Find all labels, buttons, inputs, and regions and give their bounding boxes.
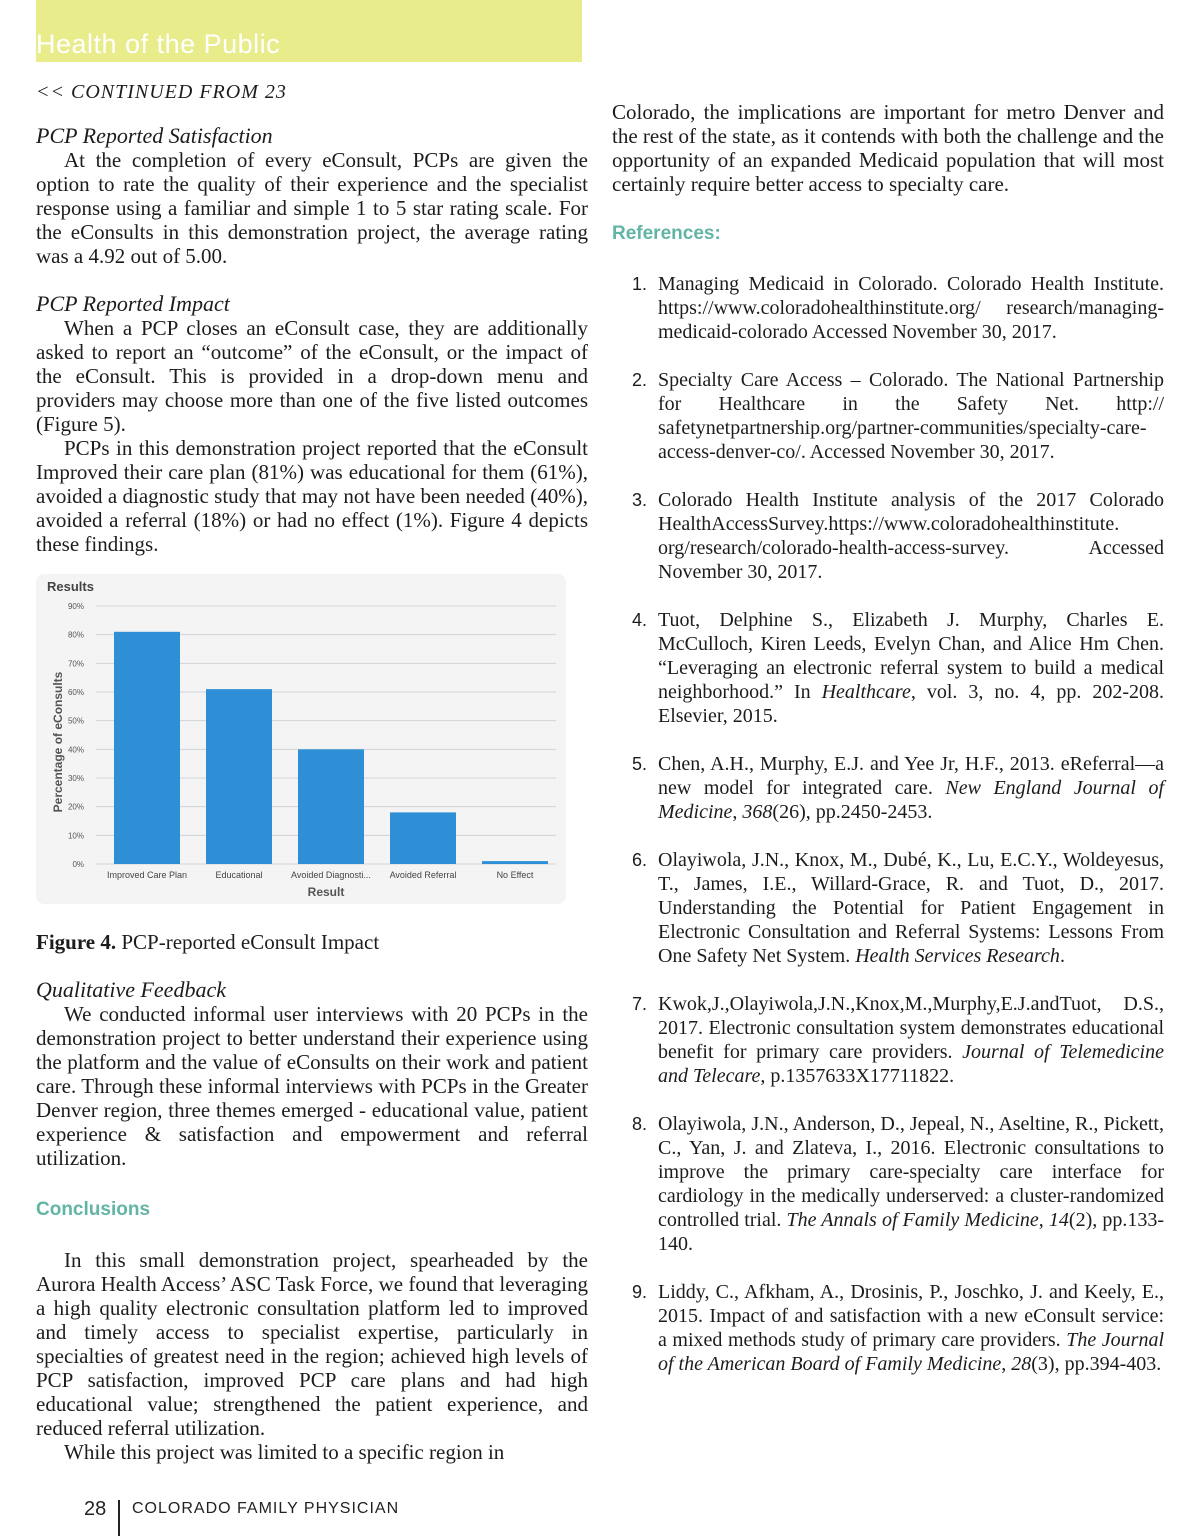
chart-y-tick-label: 40% bbox=[67, 745, 84, 755]
chart-y-tick-label: 50% bbox=[67, 716, 84, 726]
chart-title: Results bbox=[47, 579, 94, 594]
reference-number: 7. bbox=[632, 994, 648, 1014]
reference-item bbox=[612, 1112, 1164, 1256]
left-column bbox=[36, 80, 588, 1464]
chart-y-ticks bbox=[68, 602, 84, 869]
reference-item bbox=[612, 1280, 1164, 1376]
chart-y-tick-label: 70% bbox=[67, 659, 84, 669]
reference-item bbox=[612, 752, 1164, 824]
chart-category-label: Improved Care Plan bbox=[106, 870, 188, 880]
reference-number: 1. bbox=[632, 274, 648, 294]
page-number: 28 bbox=[84, 1498, 107, 1520]
chart-y-tick-label: 10% bbox=[67, 831, 84, 841]
impact-chart bbox=[36, 574, 566, 904]
chart-category-label: Educational bbox=[215, 870, 263, 880]
chart-category-label: Avoided Diagnosti... bbox=[291, 870, 371, 880]
reference-item bbox=[612, 992, 1164, 1088]
figure-label: Figure 4. bbox=[36, 930, 117, 954]
conclusions-heading: Conclusions bbox=[36, 1199, 151, 1220]
reference-number: 3. bbox=[632, 490, 648, 510]
chart-x-axis-label: Result bbox=[307, 885, 345, 899]
qualitative-heading: Qualitative Feedback bbox=[36, 977, 226, 1002]
reference-item bbox=[612, 848, 1164, 968]
chart-y-tick-label: 90% bbox=[67, 602, 84, 611]
chart-bar bbox=[298, 749, 364, 864]
reference-item bbox=[612, 488, 1164, 584]
chart-y-tick-label: 30% bbox=[67, 774, 84, 783]
impact-paragraph-2: PCPs in this demonstration project reported that the eConsult Improved their care plan (81%) was educational for them (61%), avoided a diagnostic study that may not have been needed (40%), avoided a referral (18%) or had no effect (1%). Figure 4 depicts these findings. bbox=[36, 436, 588, 556]
footer-divider bbox=[118, 1500, 120, 1536]
chart-x-labels bbox=[107, 870, 534, 880]
reference-number: 4. bbox=[632, 610, 648, 630]
right-column bbox=[612, 100, 1164, 1400]
section-banner bbox=[36, 0, 582, 62]
continued-note: << CONTINUED FROM 23 bbox=[36, 81, 287, 103]
impact-heading: PCP Reported Impact bbox=[36, 291, 230, 316]
references-list bbox=[612, 272, 1164, 1376]
chart-y-tick-label: 0% bbox=[72, 860, 84, 869]
chart-category-label: No Effect bbox=[496, 870, 534, 880]
reference-text: Liddy, C., Afkham, A., Drosinis, P., Joschko, J. and Keely, E., 2015. Impact of and satisfaction with a new eConsult service: a mixed methods study of primary care providers. The Journal of the American Board of Family Medicine, 28(3), pp.394-403. bbox=[658, 1281, 1165, 1375]
reference-text: Specialty Care Access – Colorado. The National Partnership for Healthcare in the Safety Net. http:// safetynetpartnership.org/partner-communities/specialty-care-access-denver-co/. Accessed November 30, 2017. bbox=[658, 369, 1164, 463]
reference-item bbox=[612, 368, 1164, 464]
chart-bar bbox=[482, 861, 548, 864]
publication-name: COLORADO FAMILY PHYSICIAN bbox=[132, 1500, 400, 1517]
satisfaction-paragraph: At the completion of every eConsult, PCPs are given the option to rate the quality of their experience and the specialist response using a familiar and simple 1 to 5 star rating scale. For the eConsults in this demonstration project, the average rating was a 4.92 out of 5.00. bbox=[36, 148, 588, 268]
reference-text: Olayiwola, J.N., Knox, M., Dubé, K., Lu, E.C.Y., Woldeyesus, T., James, I.E., Willard-Grace, R. and Tuot, D., 2017. Understanding the Potential for Patient Engagement in Electronic Consultation and Referral Systems: Lessons From One Safety Net System. Health Services Research. bbox=[658, 849, 1164, 967]
impact-paragraph-1: When a PCP closes an eConsult case, they are additionally asked to report an “outcome” of the eConsult, or the impact of the eConsult. This is provided in a drop-down menu and providers may choose more than one of the five listed outcomes (Figure 5). bbox=[36, 316, 588, 436]
continuation-paragraph: Colorado, the implications are important for metro Denver and the rest of the state, as it contends with both the challenge and the opportunity of an expanded Medicaid population that will most certainly require better access to specialty care. bbox=[612, 100, 1164, 196]
reference-item bbox=[612, 608, 1164, 728]
section-title: Health of the Public bbox=[36, 29, 281, 59]
reference-text: Colorado Health Institute analysis of the 2017 Colorado HealthAccessSurvey.https://www.coloradohealthinstitute. org/research/colorado-health-access-survey. Accessed November 30, 2017. bbox=[658, 489, 1164, 583]
qualitative-paragraph: We conducted informal user interviews with 20 PCPs in the demonstration project to better understand their experience using the platform and the value of eConsults on their work and patient care. Through these informal interviews with PCPs in the Greater Denver region, three themes emerged - educational value, patient experience & satisfaction and empowerment and referral utilization. bbox=[36, 1002, 588, 1170]
references-heading: References: bbox=[612, 223, 721, 244]
reference-number: 5. bbox=[632, 754, 648, 774]
reference-item bbox=[612, 272, 1164, 344]
reference-text: Tuot, Delphine S., Elizabeth J. Murphy, Charles E. McCulloch, Kiren Leeds, Evelyn Chan, and Alice Hm Chen. “Leveraging an electronic referral system to build a medical neighborhood.” In Healthcare, vol. 3, no. 4, pp. 202-208. Elsevier, 2015. bbox=[658, 609, 1164, 727]
reference-text: Kwok,J.,Olayiwola,J.N.,Knox,M.,Murphy,E.J.andTuot, D.S., 2017. Electronic consultation system demonstrates educational benefit for primary care providers. Journal of Telemedicine and Telecare, p.1357633X17711822. bbox=[658, 993, 1164, 1087]
chart-bar bbox=[390, 812, 456, 864]
chart-bar bbox=[114, 632, 180, 864]
reference-number: 9. bbox=[632, 1282, 648, 1302]
chart-y-tick-label: 20% bbox=[67, 802, 84, 812]
impact-chart-svg bbox=[36, 574, 566, 904]
chart-y-tick-label: 80% bbox=[67, 630, 84, 640]
reference-text: Chen, A.H., Murphy, E.J. and Yee Jr, H.F., 2013. eReferral—a new model for integrated care. New England Journal of Medicine, 368(26), pp.2450-2453. bbox=[658, 753, 1164, 823]
chart-category-label: Avoided Referral bbox=[389, 870, 457, 880]
chart-bars bbox=[114, 632, 548, 864]
conclusions-paragraph-1: In this small demonstration project, spearheaded by the Aurora Health Access’ ASC Task Force, we found that leveraging a high quality electronic consultation platform led to improved and timely access to specialist expertise, particularly in specialties of greatest need in the region; achieved high levels of PCP satisfaction, improved PCP care plans and had high educational value; strengthened the patient experience, and reduced referral utilization. bbox=[36, 1248, 588, 1440]
reference-text: Managing Medicaid in Colorado. Colorado Health Institute. https://www.coloradohealthinstitute.org/ research/managing-medicaid-colorado Accessed November 30, 2017. bbox=[658, 273, 1164, 343]
conclusions-paragraph-2: While this project was limited to a specific region in bbox=[64, 1440, 505, 1464]
chart-y-tick-label: 60% bbox=[67, 688, 84, 697]
figure-caption bbox=[36, 930, 588, 954]
reference-number: 8. bbox=[632, 1114, 648, 1134]
reference-number: 6. bbox=[632, 850, 648, 870]
chart-y-axis-label: Percentage of eConsults bbox=[51, 671, 65, 813]
chart-bar bbox=[206, 689, 272, 864]
reference-number: 2. bbox=[632, 370, 648, 390]
figure-caption-text: PCP-reported eConsult Impact bbox=[121, 930, 380, 954]
reference-text: Olayiwola, J.N., Anderson, D., Jepeal, N., Aseltine, R., Pickett, C., Yan, J. and Zlateva, I., 2016. Electronic consultations to improve the primary care-specialty care interface for cardiology in the medically underserved: a cluster-randomized controlled trial. The Annals of Family Medicine, 14(2), pp.133-140. bbox=[658, 1113, 1165, 1255]
satisfaction-heading: PCP Reported Satisfaction bbox=[36, 123, 273, 148]
